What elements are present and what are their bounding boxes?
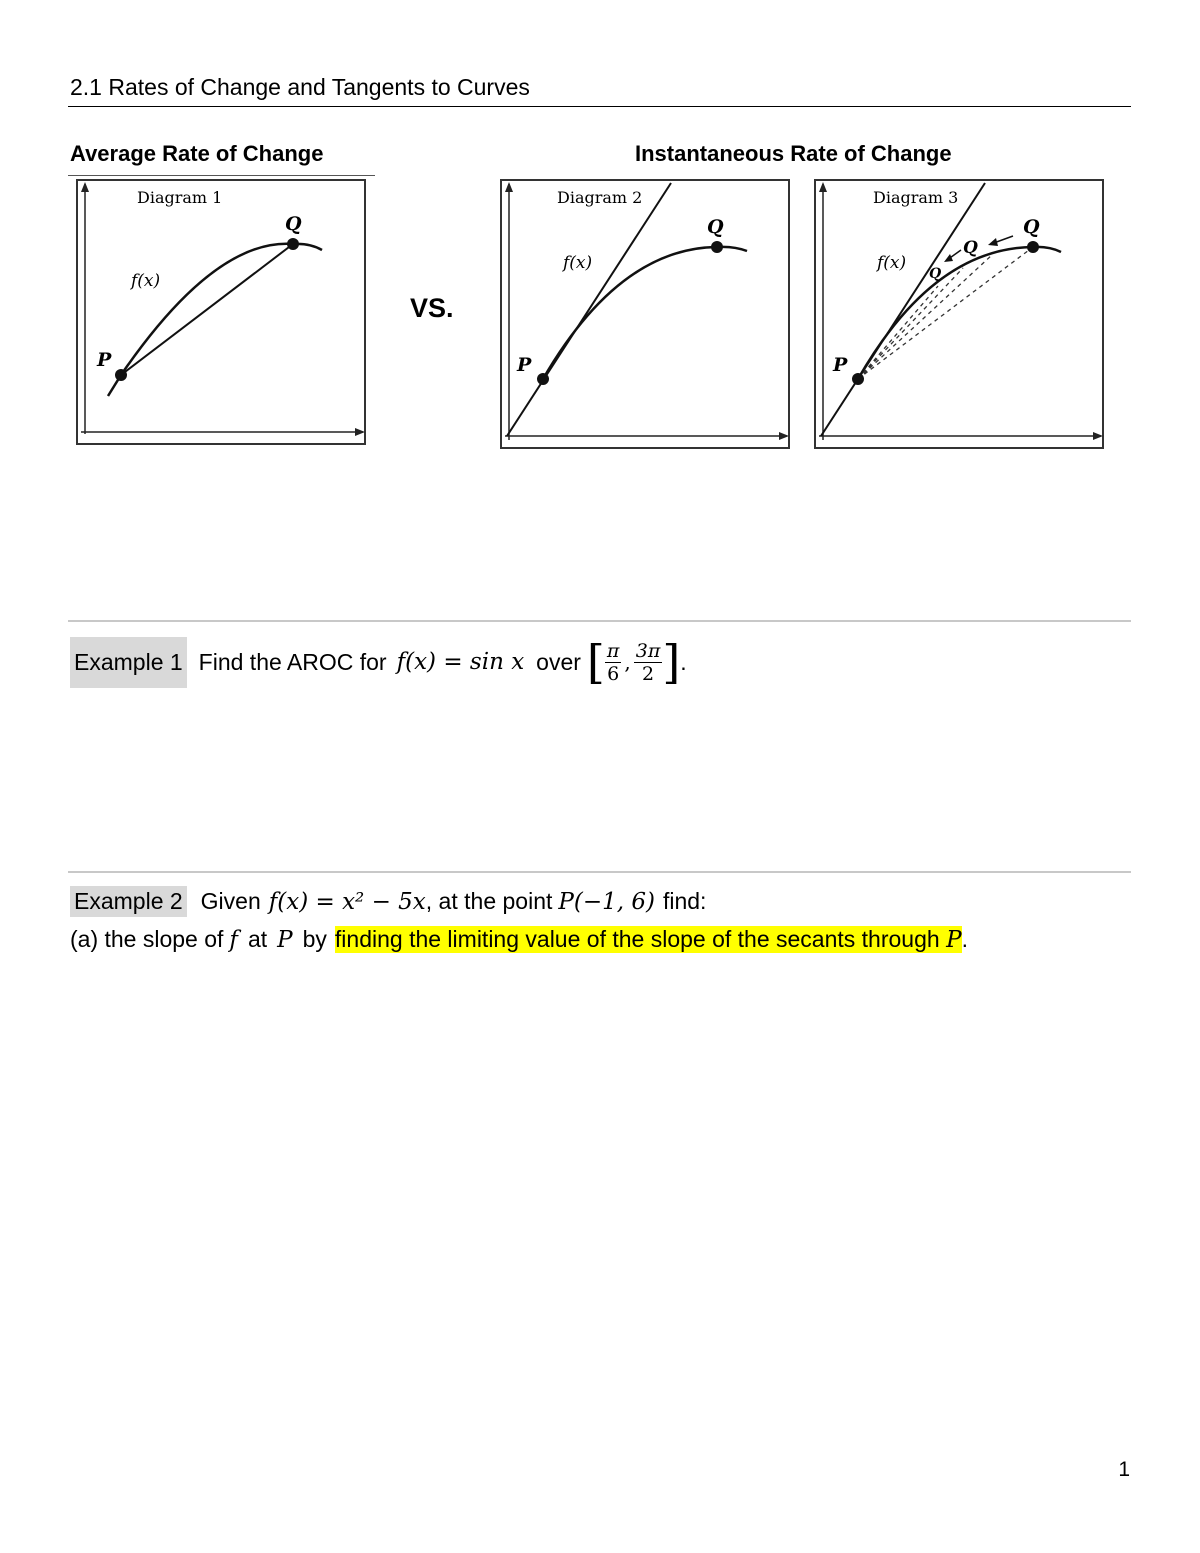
diagram-caption: Diagram 1 [137, 188, 223, 207]
example-2-at-point: , at the point [425, 888, 553, 914]
example-1-period: . [680, 648, 687, 675]
point-p-label: P [517, 354, 532, 376]
part-a-by: by [302, 926, 327, 952]
average-heading: Average Rate of Change [70, 141, 324, 166]
example-2-part-a [70, 926, 968, 953]
section-divider [68, 871, 1131, 873]
point-p-label: P [833, 354, 848, 376]
point-q-label: Q [1023, 216, 1040, 238]
point-p-dot [537, 373, 549, 385]
example-1-row [70, 634, 687, 690]
page-number: 1 [1118, 1458, 1130, 1481]
interval-start-num: π [606, 639, 620, 662]
function-label: f(x) [877, 253, 907, 273]
diagram-2 [499, 178, 794, 453]
example-1-text: Find the AROC for [198, 648, 387, 675]
function-label: f(x) [131, 271, 161, 291]
diagram-caption: Diagram 3 [873, 188, 959, 207]
example-1-label: Example 1 [70, 637, 187, 688]
part-a-end: . [961, 926, 968, 952]
example-1-function: f(x) = sin x [396, 649, 525, 675]
part-a-prefix: (a) the slope of [70, 926, 224, 952]
part-a-p: P [277, 926, 293, 953]
section-divider [68, 620, 1131, 622]
average-heading-underline [68, 175, 375, 176]
part-a-highlight-text: finding the limiting value of the slope of the secants through [334, 926, 940, 952]
point-p-label: P [97, 349, 112, 371]
arrow-icon [944, 254, 953, 262]
interval-comma: , [624, 650, 631, 674]
right-bracket: ] [662, 635, 681, 689]
diagram-3 [813, 178, 1108, 453]
point-p-dot [115, 369, 127, 381]
diagram-1 [75, 178, 370, 450]
example-2-find: find: [662, 888, 707, 914]
point-q-label-3: Q [929, 266, 942, 282]
point-q-label: Q [285, 213, 302, 235]
page-title: 2.1 Rates of Change and Tangents to Curves [70, 74, 530, 100]
part-a-at: at [247, 926, 268, 952]
left-bracket: [ [586, 635, 605, 689]
part-a-highlight [335, 926, 962, 953]
interval-start [605, 640, 622, 685]
example-2-point: P(−1, 6) [558, 888, 655, 915]
example-2-label: Example 2 [70, 886, 187, 917]
diagram-caption: Diagram 2 [557, 188, 643, 207]
title-rule [68, 106, 1131, 107]
interval-start-den: 6 [607, 662, 620, 685]
example-2-row [70, 886, 706, 917]
point-q-dot [1027, 241, 1039, 253]
point-q-dot [711, 241, 723, 253]
instantaneous-heading: Instantaneous Rate of Change [635, 141, 952, 166]
example-2-function: f(x) = x² − 5x [268, 888, 426, 915]
arrow-icon [988, 238, 998, 246]
point-p-dot [852, 373, 864, 385]
vs-text: VS. [410, 293, 454, 323]
interval-end-den: 2 [641, 662, 655, 685]
part-a-highlight-p: P [946, 927, 962, 953]
interval-end [634, 640, 663, 685]
interval-end-num: 3π [635, 639, 661, 662]
example-2-given: Given [200, 888, 261, 914]
point-q-label-2: Q [963, 238, 978, 258]
part-a-f: f [229, 926, 238, 953]
function-label: f(x) [563, 253, 593, 273]
example-1-over: over [536, 648, 581, 675]
point-q-label: Q [707, 216, 724, 238]
point-q-dot [287, 238, 299, 250]
